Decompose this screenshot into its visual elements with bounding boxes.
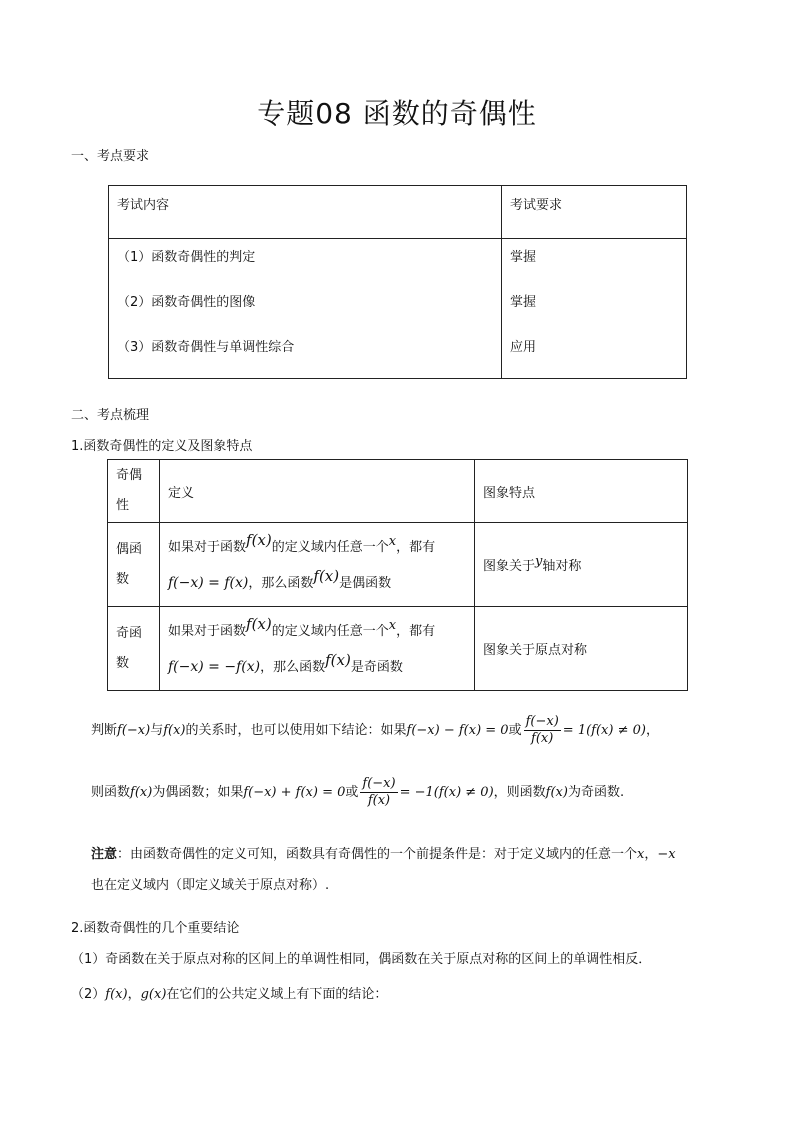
text: 或 xyxy=(345,785,359,800)
text: 或 xyxy=(508,723,522,738)
judge-paragraph-1 xyxy=(91,714,659,747)
text: ，那么函数 xyxy=(260,659,326,675)
math-fx: f(x) xyxy=(325,650,351,669)
math-fx: f(x) xyxy=(105,987,128,1002)
fraction-denominator: f(x) xyxy=(367,793,391,808)
fraction-denominator: f(x) xyxy=(531,731,554,746)
text: ， xyxy=(644,847,658,862)
text: 判断 xyxy=(91,723,118,738)
list-item: （3）函数奇偶性与单调性综合 xyxy=(117,340,295,355)
text: ：由函数奇偶性的定义可知，函数具有奇偶性的一个前提条件是：对于定义域内的任意一个 xyxy=(117,847,638,862)
text: 的定义域内任意一个 xyxy=(271,623,389,639)
fraction-numerator: f(−x) xyxy=(362,776,396,791)
table-header-feature: 图象特点 xyxy=(475,460,688,523)
definition-odd xyxy=(160,607,475,691)
text: 轴对称 xyxy=(542,559,582,574)
note-label: 注意 xyxy=(91,847,118,862)
text: 则函数 xyxy=(91,785,131,800)
section-heading-2: 二、考点梳理 xyxy=(71,408,150,423)
text: 在它们的公共定义域上有下面的结论： xyxy=(166,987,388,1002)
math-fx: f(x) xyxy=(246,614,272,633)
text: 的定义域内任意一个 xyxy=(271,539,389,555)
text: 为奇函数. xyxy=(567,785,625,800)
math-fx: f(x) xyxy=(163,723,186,738)
text: ， xyxy=(127,987,141,1002)
text: ，则函数 xyxy=(493,785,546,800)
math-equation: = 1(f(x) ≠ 0) xyxy=(562,723,646,738)
page-title: 专题08 函数的奇偶性 xyxy=(257,97,537,130)
text: 图象关于 xyxy=(483,559,536,574)
math-fx: f(x) xyxy=(313,566,340,585)
math-y: y xyxy=(535,554,543,569)
table-header-content: 考试内容 xyxy=(109,186,502,239)
note-paragraph xyxy=(91,843,676,862)
text: ，都有 xyxy=(396,539,436,555)
definition-even xyxy=(160,523,475,607)
text: 如果对于函数 xyxy=(168,623,247,639)
conclusion-2 xyxy=(71,983,387,1002)
text: 为偶函数；如果 xyxy=(152,785,244,800)
row-name-odd: 奇函 数 xyxy=(108,607,160,691)
row-name-even: 偶函 数 xyxy=(108,523,160,607)
requirement-cell xyxy=(502,239,687,379)
list-item: 应用 xyxy=(510,340,537,355)
list-item: 掌握 xyxy=(510,250,537,265)
math-equation: f(−x) − f(x) = 0 xyxy=(406,723,509,738)
math-fx: f(x) xyxy=(246,530,272,549)
math-fraction xyxy=(360,776,397,809)
text: （2） xyxy=(71,987,106,1002)
list-item: 掌握 xyxy=(510,295,537,310)
table-header-definition: 定义 xyxy=(160,460,475,523)
text: 如果对于函数 xyxy=(168,539,247,555)
math-fx: f(x) xyxy=(545,785,568,800)
subheading-1: 1.函数奇偶性的定义及图象特点 xyxy=(71,439,253,454)
text: ， xyxy=(645,723,659,738)
math-gx: g(x) xyxy=(140,987,167,1002)
math-equation: = −1(f(x) ≠ 0) xyxy=(399,785,494,800)
note-paragraph-2: 也在定义域内（即定义域关于原点对称）. xyxy=(91,878,330,893)
math-x: x xyxy=(637,847,645,862)
list-item: （2）函数奇偶性的图像 xyxy=(117,295,256,310)
judge-paragraph-2 xyxy=(91,776,624,809)
text: 与 xyxy=(150,723,164,738)
content-cell xyxy=(109,239,502,379)
requirements-table xyxy=(108,185,687,379)
text: ，都有 xyxy=(396,623,436,639)
conclusion-1: （1）奇函数在关于原点对称的区间上的单调性相同，偶函数在关于原点对称的区间上的单调性相反． xyxy=(71,952,652,967)
table-header-parity: 奇偶 性 xyxy=(108,460,160,523)
section-heading-1: 一、考点要求 xyxy=(71,149,150,164)
feature-even xyxy=(475,523,688,607)
table-header-requirement: 考试要求 xyxy=(502,186,687,239)
math-equation: f(−x) + f(x) = 0 xyxy=(243,785,346,800)
math-equation: f(−x) = −f(x) xyxy=(168,658,261,675)
math-x: x xyxy=(388,617,397,633)
list-item: （1）函数奇偶性的判定 xyxy=(117,250,256,265)
fraction-numerator: f(−x) xyxy=(525,714,559,729)
subheading-2: 2.函数奇偶性的几个重要结论 xyxy=(71,921,240,936)
text: 是偶函数 xyxy=(339,575,392,591)
text: 是奇函数 xyxy=(350,659,403,675)
math-negx: −x xyxy=(657,847,676,862)
math-fx: f(x) xyxy=(130,785,153,800)
text: ，那么函数 xyxy=(248,575,314,591)
math-f-negx: f(−x) xyxy=(117,723,151,738)
feature-odd: 图象关于原点对称 xyxy=(475,607,688,691)
math-x: x xyxy=(388,533,397,549)
text: 的关系时，也可以使用如下结论：如果 xyxy=(185,723,407,738)
math-equation: f(−x) = f(x) xyxy=(168,574,249,591)
parity-table xyxy=(107,459,688,691)
math-fraction xyxy=(524,714,561,747)
